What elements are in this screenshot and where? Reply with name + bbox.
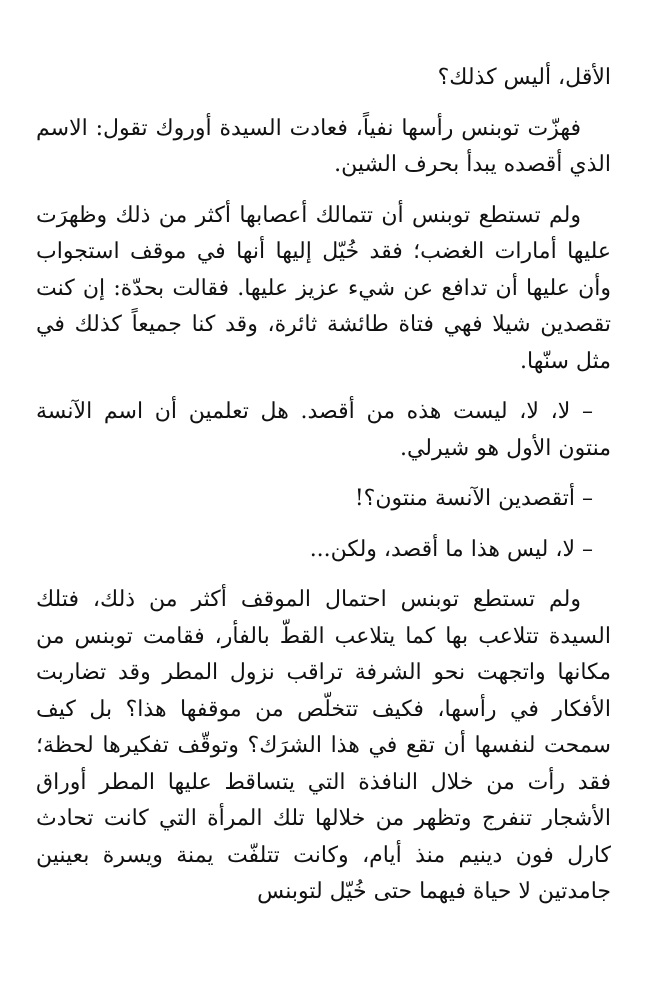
paragraph-2: فهزّت توبنس رأسها نفياً، فعادت السيدة أوروك تقول: الاسم الذي أقصده يبدأ بحرف الشين. xyxy=(36,115,611,177)
dialog-line-3: – لا، ليس هذا ما أقصد، ولكن... xyxy=(309,536,593,562)
dialog-line-1: – لا، لا، ليست هذه من أقصد. هل تعلمين أن اسم الآنسة منتون الأول هو شيرلي. xyxy=(36,399,611,461)
paragraph-3: ولم تستطع توبنس أن تتمالك أعصابها أكثر من ذلك وظهرَت عليها أمارات الغضب؛ فقد خُيّل إليها أنها في موقف استجواب وأن عليها أن تدافع عن شيء عزيز عليها. فقالت بحدّة: إن كنت تقصدين شيلا فهي فتاة طائشة ثائرة، وقد كنا جميعاً كذلك في مثل سنّها. xyxy=(36,202,611,374)
paragraph-4: ولم تستطع توبنس احتمال الموقف أكثر من ذلك، فتلك السيدة تتلاعب بها كما يتلاعب القطّ بالفأر، فقامت توبنس من مكانها واتجهت نحو الشرفة تراقب نزول المطر وقد تضاربت الأفكار في رأسها، فكيف تتخلّص من موقفها هذا؟ بل كيف سمحت لنفسها أن تقع في هذا الشرَك؟ وتوقّف تفكيرها لحظة؛ فقد رأت من خلال النافذة التي يتساقط عليها المطر أوراق الأشجار تنفرج وتظهر من خلالها تلك المرأة التي كانت تحادث كارل فون دينيم منذ أيام، وكانت تتلفّت يمنة ويسرة بعينين جامدتين لا حياة فيهما حتى خُيّل لتوبنس xyxy=(36,587,611,904)
dialog-line-2: – أتقصدين الآنسة منتون؟! xyxy=(354,486,593,511)
book-page xyxy=(36,60,611,1000)
paragraph-1: الأقل، أليس كذلك؟ xyxy=(437,65,611,90)
